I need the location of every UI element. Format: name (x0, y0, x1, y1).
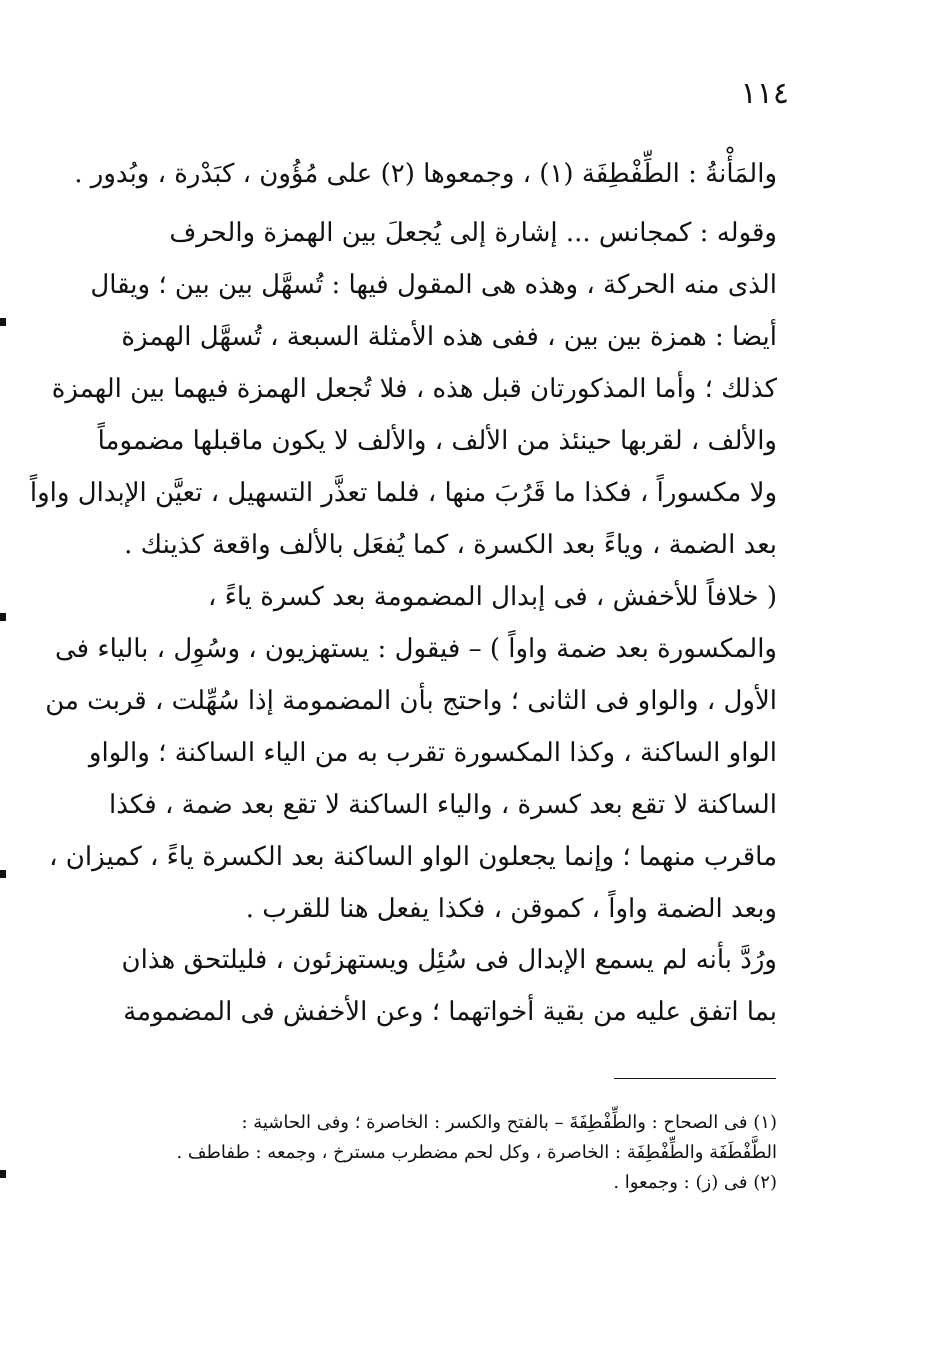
scan-edge-mark (0, 1170, 6, 1178)
scan-edge-mark (0, 613, 6, 621)
text-line: الأول ، والواو فى الثانى ؛ واحتج بأن المضمومة إذا سُهِّلت ، قربت من (45, 686, 777, 716)
text-line: بعد الضمة ، وياءً بعد الكسرة ، كما يُفعَل بالألف واقعة كذينك . (124, 530, 777, 560)
text-line: ولا مكسوراً ، فكذا ما قَرُبَ منها ، فلما تعذَّر التسهيل ، تعيَّن الإبدال واواً (29, 478, 777, 508)
footnote-line: (١) فى الصحاح : والطِّفْطِفَةَ – بالفتح والكسر : الخاصرة ؛ وفى الحاشية : (241, 1112, 777, 1133)
text-line: وقوله : كمجانس ... إشارة إلى يُجعلَ بين الهمزة والحرف (169, 218, 777, 248)
paragraph-4 (121, 934, 777, 1038)
text-line: أيضا : همزة بين بين ، ففى هذه الأمثلة السبعة ، تُسهَّل الهمزة (121, 322, 777, 352)
text-line: ماقرب منهما ؛ وإنما يجعلون الواو الساكنة بعد الكسرة ياءً ، كميزان ، (49, 842, 777, 872)
text-line: الذى منه الحركة ، وهذه هى المقول فيها : تُسهَّل بين بين ؛ ويقال (90, 270, 777, 300)
text-line: ( خلافاً للأخفش ، فى إبدال المضمومة بعد كسرة ياءً ، (207, 582, 777, 612)
footnotes (133, 1108, 777, 1198)
text-line: وبعد الضمة واواً ، كموقن ، فكذا يفعل هنا للقرب . (245, 894, 777, 924)
text-line: ورُدَّ بأنه لم يسمع الإبدال فى سُئِل ويستهزئون ، فليلتحق هذان (121, 945, 777, 975)
text-line: والألف ، لقربها حينئذ من الألف ، والألف لا يكون ماقبلها مضموماً (97, 426, 777, 456)
footnote-divider (614, 1078, 776, 1079)
paragraph-3 (45, 571, 777, 935)
text-line: الساكنة لا تقع بعد كسرة ، والياء الساكنة لا تقع بعد ضمة ، فكذا (109, 790, 777, 820)
text-line: الواو الساكنة ، وكذا المكسورة تقرب به من الياء الساكنة ؛ والواو (88, 738, 777, 768)
scan-edge-mark (0, 870, 6, 878)
footnote-line: الطَّفْطَفَة والطِّفْطِفَة : الخاصرة ، وكل لحم مضطرب مسترخ ، وجمعه : طفاطف . (176, 1142, 777, 1163)
paragraph-2 (29, 207, 777, 571)
text-line: والمَأْنةُ : الطِّفْطِفَة (١) ، وجمعوها (٢) على مُؤُون ، كبَدْرة ، وبُدور . (74, 159, 777, 189)
text-line: بما اتفق عليه من بقية أخواتهما ؛ وعن الأخفش فى المضمومة (123, 997, 777, 1027)
text-line: كذلك ؛ وأما المذكورتان قبل هذه ، فلا تُجعل الهمزة فيهما بين الهمزة (51, 374, 777, 404)
scan-edge-mark (0, 318, 6, 326)
text-line: والمكسورة بعد ضمة واواً ) – فيقول : يستهزيون ، وسُوِل ، بالياء فى (54, 634, 777, 664)
footnote-line: (٢) فى (ز) : وجمعوا . (613, 1172, 777, 1193)
page-number: ١١٤ (740, 76, 789, 111)
paragraph-1 (74, 148, 777, 200)
